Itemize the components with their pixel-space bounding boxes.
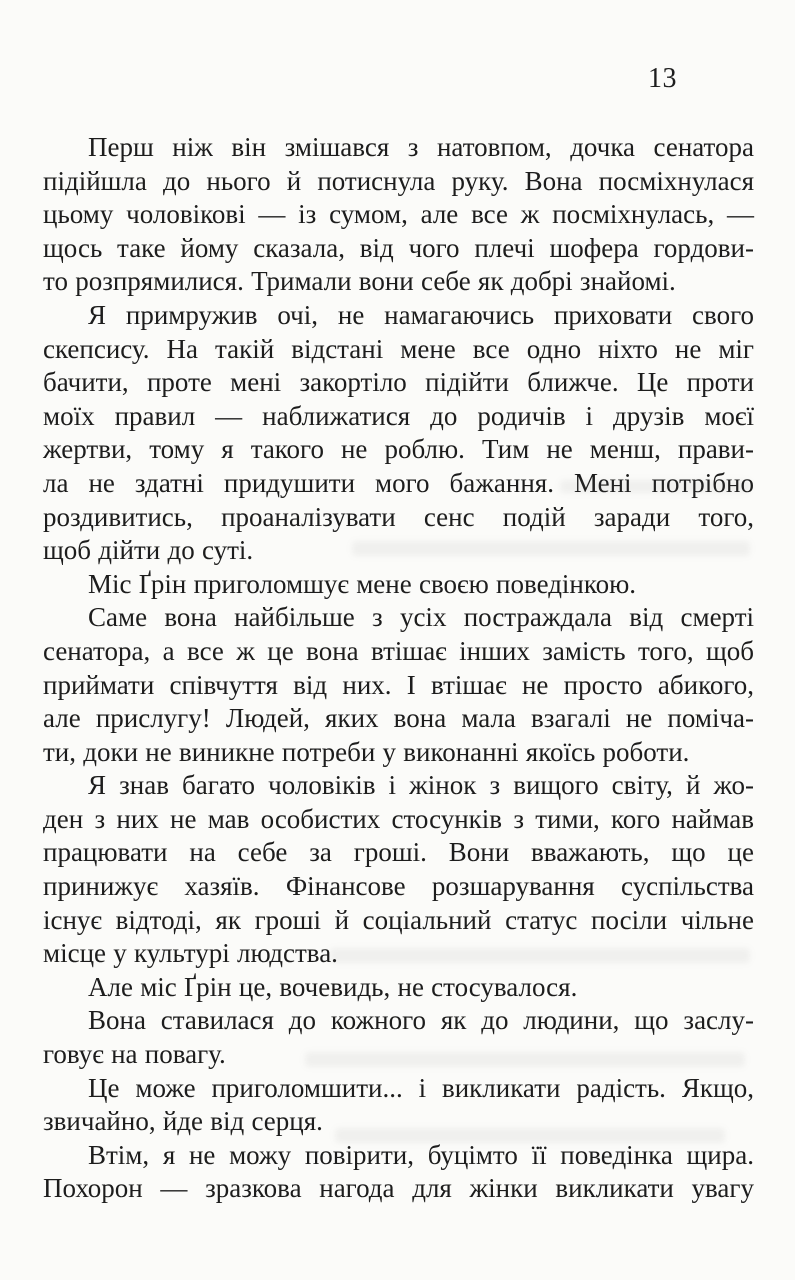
text-line: говує на повагу. bbox=[43, 1039, 226, 1070]
text-line: цьому чоловікові — із сумом, але все ж посміхнулась, — bbox=[43, 199, 754, 230]
text-line: працювати на себе за гроші. Вони вважають, що це bbox=[43, 837, 754, 868]
paragraph bbox=[43, 1072, 754, 1139]
page-number: 13 bbox=[648, 63, 677, 94]
text-line: приймати співчуття від них. І втішає не просто абикого, bbox=[43, 669, 754, 700]
body-text bbox=[43, 131, 754, 1206]
text-line: місце у культурі людства. bbox=[43, 938, 338, 969]
text-line: жертви, тому я такого не роблю. Тим не менш, прави- bbox=[43, 434, 754, 465]
paragraph bbox=[43, 299, 754, 568]
text-line: Я знав багато чоловіків і жінок з вищого світу, й жо- bbox=[88, 770, 754, 801]
text-line: моїх правил — наближатися до родичів і друзів моєї bbox=[43, 400, 754, 431]
text-line: Перш ніж він змішався з натовпом, дочка сенатора bbox=[88, 132, 754, 162]
paragraph bbox=[43, 769, 754, 971]
text-line: Це може приголомшити... і викликати радість. Якщо, bbox=[88, 1072, 754, 1103]
text-line: Я примружив очі, не намагаючись приховати свого bbox=[88, 299, 754, 330]
text-line: то розпрямилися. Тримали вони себе як добрі знайомі. bbox=[43, 266, 676, 297]
text-line: але прислугу! Людей, яких вона мала взагалі не поміча- bbox=[43, 703, 754, 734]
paragraph bbox=[43, 1004, 754, 1071]
text-line: Саме вона найбільше з усіх постраждала від смерті bbox=[88, 602, 754, 633]
text-line: Похорон — зразкова нагода для жінки викликати увагу bbox=[43, 1173, 754, 1204]
text-line: щось таке йому сказала, від чого плечі шофера гордови- bbox=[43, 232, 754, 263]
text-line: роздивитись, проаналізувати сенс подій заради того, bbox=[43, 501, 754, 532]
text-line: існує відтоді, як гроші й соціальний статус посіли чільне bbox=[43, 904, 754, 935]
paragraph bbox=[43, 568, 754, 602]
text-line: принижує хазяїв. Фінансове розшарування суспільства bbox=[43, 871, 754, 902]
text-line: ти, доки не виникне потреби у виконанні якоїсь роботи. bbox=[43, 736, 690, 767]
paragraph bbox=[43, 1139, 754, 1206]
text-line: щоб дійти до суті. bbox=[43, 535, 254, 566]
paragraph bbox=[43, 601, 754, 769]
text-line: Вона ставилася до кожного як до людини, що заслу- bbox=[88, 1005, 754, 1036]
text-line: бачити, проте мені закортіло підійти ближче. Це проти bbox=[43, 367, 754, 398]
text-line: звичайно, йде від серця. bbox=[43, 1106, 323, 1137]
text-line: Міс Ґрін приголомшує мене своєю поведінкою. bbox=[88, 568, 637, 599]
text-line: підійшла до нього й потиснула руку. Вона посміхнулася bbox=[43, 165, 754, 196]
text-line: ла не здатні придушити мого бажання. Мені потрібно bbox=[43, 467, 754, 498]
text-line: Але міс Ґрін це, вочевидь, не стосувалося. bbox=[88, 971, 578, 1002]
text-line: ден з них не мав особистих стосунків з тими, кого наймав bbox=[43, 803, 754, 834]
text-line: сенатора, а все ж це вона втішає інших замість того, щоб bbox=[43, 635, 754, 666]
paragraph bbox=[43, 131, 754, 299]
paragraph bbox=[43, 971, 754, 1005]
text-line: Втім, я не можу повірити, буцімто її поведінка щира. bbox=[88, 1139, 754, 1170]
text-line: скепсису. На такій відстані мене все одно ніхто не міг bbox=[43, 333, 754, 364]
